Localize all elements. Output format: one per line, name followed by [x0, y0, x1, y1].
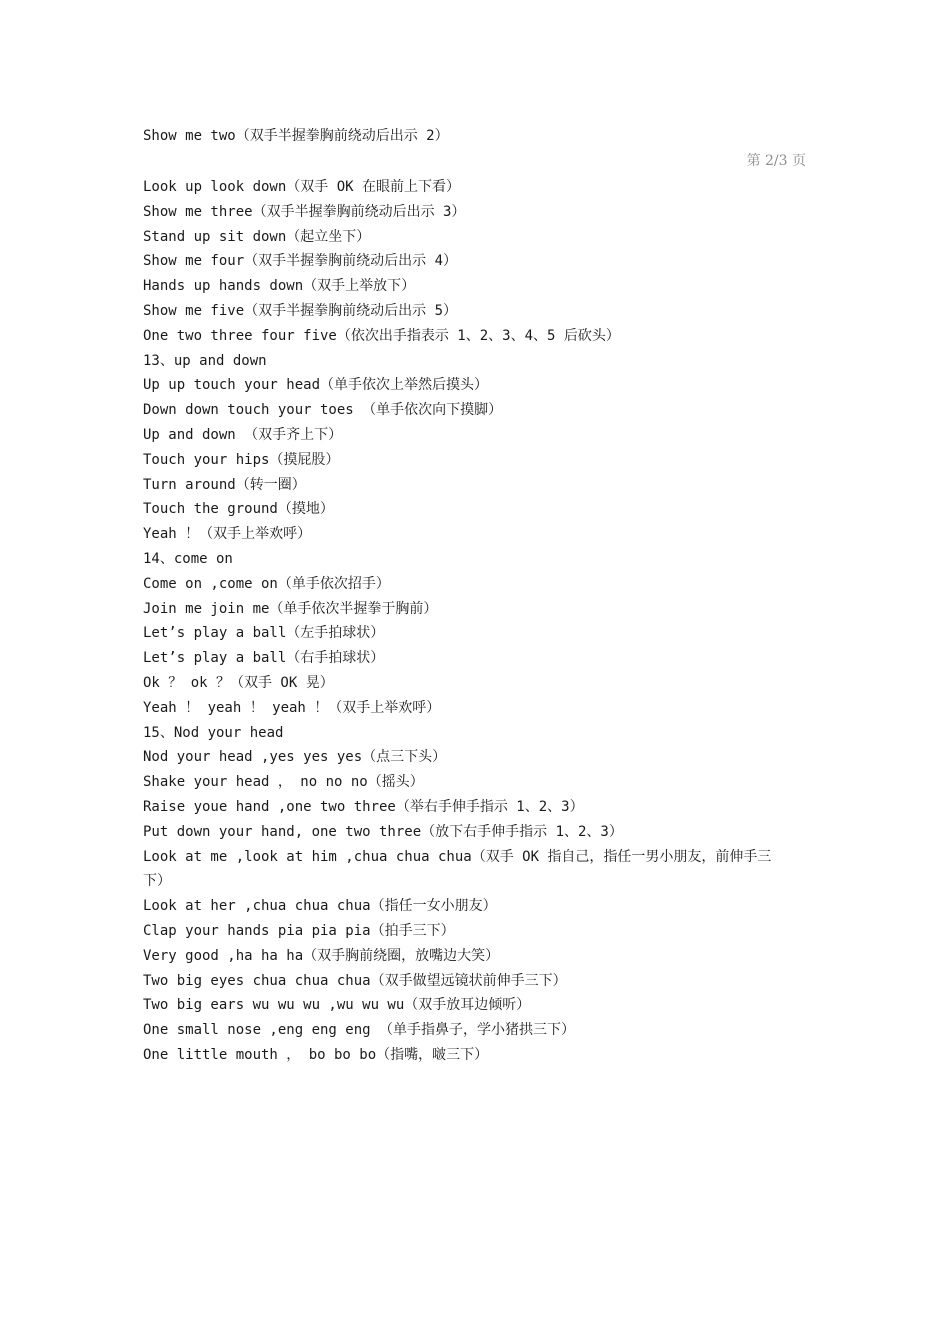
text-line: Look up look down（双手 OK 在眼前上下看） — [143, 179, 461, 195]
text-line: Let’s play a ball（右手拍球状） — [143, 650, 385, 667]
section-heading: 14、come on — [143, 550, 233, 567]
text-line: Down down touch your toes （单手依次向下摸脚） — [143, 402, 503, 419]
text-line: Raise youe hand ,one two three（举右手伸手指示 1、2、3） — [143, 798, 584, 815]
text-line: Touch the ground（摸地） — [143, 501, 334, 518]
text-line: Ok ？ ok ？（双手 OK 晃） — [143, 674, 334, 691]
section-heading: 15、Nod your head — [143, 724, 284, 741]
text-line: One two three four five（依次出手指表示 1、2、3、4、5 后砍头） — [143, 327, 620, 344]
text-line: Show me four（双手半握拳胸前绕动后出示 4） — [143, 253, 458, 270]
text-line: Show me three（双手半握拳胸前绕动后出示 3） — [143, 203, 466, 220]
text-line: Let’s play a ball（左手拍球状） — [143, 625, 385, 642]
text-line: Stand up sit down（起立坐下） — [143, 228, 371, 245]
text-line: Two big eyes chua chua chua（双手做望远镜状前伸手三下） — [143, 972, 567, 989]
text-line: Very good ,ha ha ha（双手胸前绕圈，放嘴边大笑） — [143, 947, 500, 964]
text-line: Up up touch your head（单手依次上举然后摸头） — [143, 377, 489, 394]
text-line: Join me join me（单手依次半握拳于胸前） — [143, 600, 438, 617]
text-line: Look at her ,chua chua chua（指任一女小朋友） — [143, 898, 497, 915]
first-text-line: Show me two（双手半握拳胸前绕动后出示 2） — [143, 128, 449, 144]
text-line: Turn around（转一圈） — [143, 476, 306, 493]
text-line: Hands up hands down（双手上举放下） — [143, 278, 416, 295]
text-line: Yeah ！ yeah ！ yeah ！（双手上举欢呼） — [143, 699, 441, 716]
text-line: Yeah ！（双手上举欢呼） — [143, 526, 312, 543]
text-line: Put down your hand, one two three（放下右手伸手指示 1、2、3） — [143, 823, 623, 840]
text-line: Nod your head ,yes yes yes（点三下头） — [143, 749, 447, 766]
text-line: Two big ears wu wu wu ,wu wu wu（双手放耳边倾听） — [143, 997, 531, 1014]
text-body — [143, 175, 815, 1068]
section-heading: 13、up and down — [143, 352, 267, 369]
text-line: Shake your head ， no no no（摇头） — [143, 774, 424, 791]
text-line: Up and down （双手齐上下） — [143, 426, 343, 443]
text-line: One little mouth ， bo bo bo（指嘴，啵三下） — [143, 1046, 489, 1063]
text-line: Show me five（双手半握拳胸前绕动后出示 5） — [143, 302, 458, 319]
text-line: Clap your hands pia pia pia（拍手三下） — [143, 922, 455, 939]
text-line: One small nose ,eng eng eng （单手指鼻子，学小猪拱三下） — [143, 1022, 576, 1039]
text-line: Look at me ,look at him ,chua chua chua（双手 OK 指自己，指任一男小朋友，前伸手三 — [143, 848, 772, 865]
text-line: 下） — [143, 873, 171, 890]
text-line: Touch your hips（摸屁股） — [143, 451, 340, 468]
text-line: Come on ,come on（单手依次招手） — [143, 575, 390, 592]
page-number: 第 2/3 页 — [746, 153, 806, 169]
